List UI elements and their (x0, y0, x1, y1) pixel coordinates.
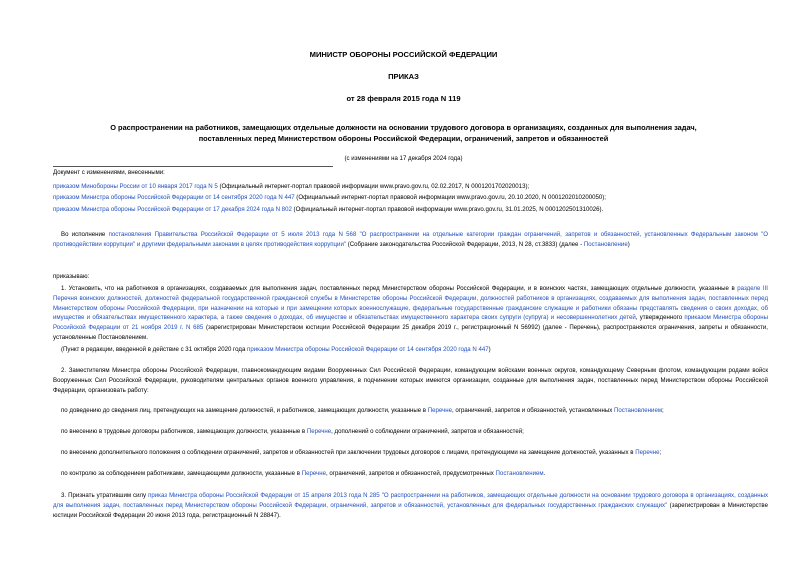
change-link[interactable]: приказом Минобороны России от 10 января 2017 года N 5 (53, 182, 218, 190)
doc-type-heading: ПРИКАЗ (388, 72, 419, 81)
change-item (53, 182, 768, 192)
list-link[interactable]: Перечне (301, 470, 326, 477)
change-note: (Официальный интернет-портал правовой информации www.pravo.gov.ru, 02.02.2017, N 0001201702020013); (217, 182, 530, 190)
paragraph-1 (53, 284, 768, 343)
change-note: (Официальный интернет-портал правовой информации www.pravo.gov.ru, 20.10.2020, N 0001202010200050); (294, 194, 607, 202)
revision-note: (с изменениями на 17 декабря 2024 года) (344, 155, 463, 162)
changes-block (53, 168, 768, 214)
ministry-heading: МИНИСТР ОБОРОНЫ РОССИЙСКОЙ ФЕДЕРАЦИИ (309, 50, 498, 59)
paragraph-1-note (53, 345, 768, 355)
title-line-1: О распространении на работников, замещающих отдельные должности на основании трудового договора в организациях, созданных для выполнения задач, (110, 123, 697, 132)
p1-text: , утвержденного (635, 314, 685, 322)
p1-text: (зарегистрирован Министерством юстиции Российской Федерации 25 декабря 2019 г., регистрационный N 56992) (далее - Перечень), распространяются ограничения, запреты и обязанности, установленные Постановлением. (53, 324, 769, 341)
change-item (53, 205, 768, 215)
change-link[interactable]: приказом Министра обороны Российской Федерации от 17 декабря 2024 года N 802 (53, 205, 292, 213)
resolution-link[interactable]: Постановление (583, 240, 628, 248)
list-link[interactable]: Перечне (306, 428, 332, 435)
subitem-text: ; (662, 407, 664, 414)
title-line-2: поставленных перед Министерством обороны Российской Федерации, ограничений, запретов и обязанностей (198, 134, 609, 143)
intro-text: (Собрание законодательства Российской Федерации, 2013, N 28, ст.3833) (далее - (346, 240, 584, 248)
order-447-link[interactable]: приказом Министра обороны Российской Федерации от 14 сентября 2020 года N 447 (247, 346, 489, 353)
intro-paragraph (53, 230, 768, 250)
decree-link[interactable]: постановления Правительства Российской Федерации от 5 июля 2013 года N 568 "О распространении на отдельные категории граждан ограничений, запретов и обязанностей, установленных Федеральным законом "О противодействии коррупции" и другими федеральными законами в целях противодействия коррупции" (53, 231, 768, 248)
resolution-link[interactable]: Постановлением (613, 407, 663, 414)
subitem-2 (53, 427, 768, 437)
subitem-3 (53, 448, 768, 458)
subitem-1 (53, 406, 768, 416)
subitem-text: по внесению в трудовые договоры работников, замещающих должности, указанные в (61, 428, 307, 435)
subitem-text: , ограничений, запретов и обязанностей, установленных (452, 407, 614, 414)
note-text: (Пункт в редакции, введенной в действие с 31 октября 2020 года (61, 346, 248, 353)
separator-line (53, 166, 333, 167)
date-number-heading: от 28 февраля 2015 года N 119 (346, 94, 461, 103)
p3-text: (зарегистрирован в Министерстве юстиции Российской Федерации 20 июня 2013 года, регистрационный N 28847). (53, 501, 768, 519)
subitem-text: по доведению до сведения лиц, претендующих на замещение должностей, и работников, замещающих должности, указанные в (61, 407, 428, 414)
p1-text: 1. Установить, что на работников в организациях, создаваемых для выполнения задач, поставленных перед Министерством обороны Российской Федерации, и в воинских частях, замещающих отдельные должности, указанные в (61, 285, 738, 292)
list-link[interactable]: Перечне (427, 407, 453, 414)
changes-label: Документ с изменениями, внесенными: (53, 169, 165, 176)
p3-text: 3. Признать утратившим силу (61, 492, 149, 499)
subitem-text: . (543, 470, 546, 477)
subitem-text: ; (659, 449, 662, 456)
list-section-link[interactable]: разделе III Перечня воинских должностей, должностей федеральной государственной гражданской службы в Министерстве обороны Российской Федерации, должностей работников в организациях, создаваемых для выполнения задач, поставленных перед Министерством обороны Российской Федерации, при назначении на которые и при замещении которых военнослужащие, федеральные государственные гражданские служащие и работники обязаны представлять сведения о своих доходах, об имуществе и обязательствах имущественного характера, а также сведения о доходах, об имуществе и обязательствах имущественного характера своих супруги (супруга) и несовершеннолетних детей (53, 285, 768, 322)
subitem-text: , дополнений о соблюдении ограничений, запретов и обязанностей; (331, 428, 524, 435)
list-link[interactable]: Перечне (635, 449, 660, 456)
change-item (53, 193, 768, 203)
resolution-link[interactable]: Постановлением (495, 470, 544, 477)
subitem-text: , ограничений, запретов и обязанностей, предусмотренных (325, 470, 496, 477)
note-text: ) (488, 346, 491, 353)
subitem-4 (53, 469, 768, 479)
change-note: (Официальный интернет-портал правовой информации www.pravo.gov.ru, 31.01.2025, N 0001202501310026). (291, 205, 604, 213)
intro-text: Во исполнение (61, 231, 109, 238)
subitem-text: по внесению дополнительного положения о соблюдении ограничений, запретов и обязанностей при заключении трудовых договоров с лицами, претендующими на замещение должностей, указанных в (61, 449, 636, 456)
order-685-link[interactable]: приказом Министра обороны Российской Федерации от 21 ноября 2019 г. N 685 (53, 314, 768, 332)
paragraph-3 (53, 491, 768, 520)
subitem-text: по контролю за соблюдением работниками, замещающими должности, указанные в (61, 470, 302, 477)
order-word: приказываю: (53, 273, 90, 280)
paragraph-2: 2. Заместителям Министра обороны Российской Федерации, главнокомандующим видами Вооруженных Сил Российской Федерации, командующим войсками военных округов, командующему Северным флотом, командующим родами войск Вооруженных Сил Российской Федерации, руководителям центральных органов военного управления, в подчинении которых имеются организации, созданные для выполнения задач, поставленных перед Министерством обороны Российской Федерации, организовать работу: (53, 367, 768, 394)
change-link[interactable]: приказом Министра обороны Российской Федерации от 14 сентября 2020 года N 447 (53, 194, 295, 202)
intro-text: ) (627, 240, 630, 248)
order-285-link[interactable]: приказ Министра обороны Российской Федерации от 15 апреля 2013 года N 285 "О распространении на работников, замещающих отдельные должности на основании трудового договора в организациях, созданных для выполнения задач, поставленных перед Министерством обороны Российской Федерации, ограничений, запретов и обязанностей, установленных для федеральных государственных гражданских служащих" (53, 492, 768, 509)
